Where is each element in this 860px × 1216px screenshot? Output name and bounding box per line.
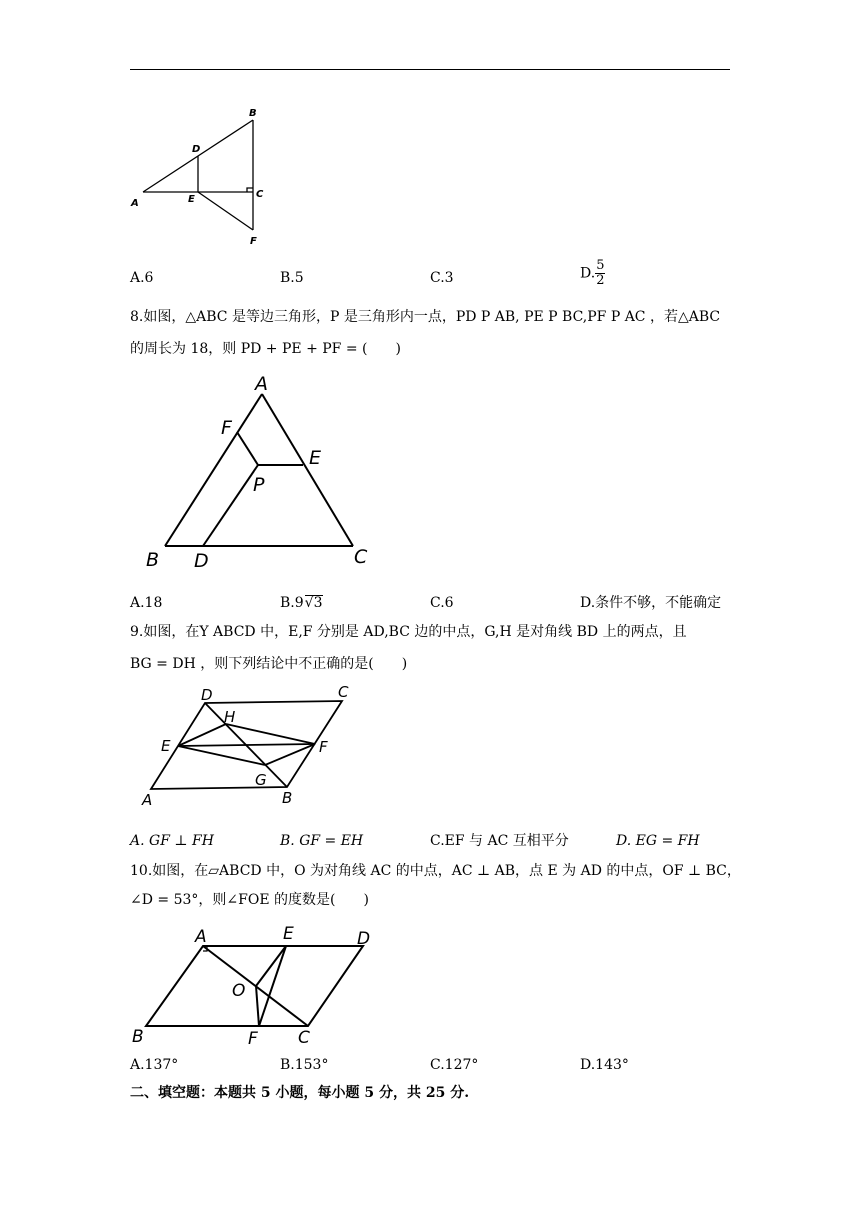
q10-label-o: O — [232, 981, 246, 1001]
q8-label-b: B — [146, 549, 160, 570]
q8-text-line2: 的周长为 18，则 PD + PE + PF = ( ) — [130, 341, 401, 357]
q9-option-c: C.EF 与 AC 互相平分 — [430, 833, 569, 849]
q10-option-d: D.143° — [580, 1057, 629, 1073]
q7-label-b: B — [249, 108, 257, 119]
q8-option-c: C.6 — [430, 595, 454, 611]
q7-label-d: D — [192, 144, 201, 155]
q10-label-d: D — [357, 929, 371, 949]
q8-label-f: F — [221, 417, 232, 439]
q7-option-a: A.6 — [130, 270, 154, 286]
q7-option-c: C.3 — [430, 270, 454, 286]
q10-text-line2: ∠D = 53°，则∠FOE 的度数是( ) — [130, 892, 369, 908]
q10-option-a: A.137° — [130, 1057, 179, 1073]
q10-label-f: F — [248, 1029, 258, 1049]
section2-heading: 二、填空题：本题共 5 小题，每小题 5 分，共 25 分. — [130, 1085, 470, 1101]
q8-text-line1: 8.如图，△ABC 是等边三角形，P 是三角形内一点，PD P AB, PE P BC,PF P AC ，若△ABC — [130, 309, 721, 325]
q7-label-a: A — [131, 198, 139, 209]
header-rule — [130, 69, 730, 70]
q9-label-h: H — [224, 708, 236, 726]
q8-label-d: D — [194, 550, 209, 570]
q7-figure — [128, 102, 273, 252]
q7-label-e: E — [188, 194, 195, 205]
q10-label-b: B — [132, 1027, 144, 1047]
q7-option-d-denominator: 2 — [596, 273, 605, 288]
q10-label-c: C — [298, 1028, 310, 1048]
q8-option-b-radicand: 3 — [313, 595, 323, 611]
q7-option-b: B.5 — [280, 270, 304, 286]
q9-option-b: B. GF = EH — [280, 833, 364, 849]
q10-text-line1: 10.如图，在▱ABCD 中，O 为对角线 AC 的中点，AC ⊥ AB，点 E 为 AD 的中点，OF ⊥ BC， — [130, 863, 741, 879]
q9-option-d: D. EG = FH — [616, 833, 700, 849]
q8-option-a: A.18 — [130, 595, 163, 611]
q8-option-b — [280, 593, 323, 613]
q10-label-e: E — [283, 924, 294, 944]
q9-label-c: C — [338, 683, 349, 701]
q7-option-d-prefix: D. — [580, 265, 596, 282]
q8-label-p: P — [253, 474, 265, 496]
q9-text-line2: BG = DH ，则下列结论中不正确的是( ) — [130, 656, 408, 672]
q9-figure — [135, 683, 365, 813]
q7-label-f: F — [250, 236, 257, 247]
q10-option-b: B.153° — [280, 1057, 329, 1073]
q9-label-e: E — [161, 737, 171, 755]
q9-option-a: A. GF ⊥ FH — [130, 833, 214, 849]
q8-label-c: C — [354, 546, 368, 568]
q9-label-f: F — [319, 738, 328, 756]
q7-option-d — [580, 259, 605, 288]
q8-label-e: E — [309, 447, 322, 469]
q9-text-line1: 9.如图，在Y ABCD 中，E,F 分别是 AD,BC 边的中点，G,H 是对角线 BD 上的两点，且 — [130, 624, 687, 640]
q8-figure — [140, 370, 380, 570]
q8-label-a: A — [255, 373, 268, 395]
q10-label-a: A — [195, 927, 207, 947]
q9-label-a: A — [142, 791, 153, 809]
q7-option-d-fraction — [595, 259, 605, 288]
q8-option-b-prefix: B.9 — [280, 595, 304, 611]
q8-option-b-radical: √3 — [304, 595, 323, 611]
q10-option-c: C.127° — [430, 1057, 479, 1073]
q9-label-g: G — [255, 771, 267, 789]
q10-figure — [128, 922, 383, 1052]
q7-label-c: C — [256, 189, 264, 200]
q9-label-b: B — [282, 789, 293, 807]
q9-label-d: D — [201, 686, 213, 704]
q8-option-d: D.条件不够，不能确定 — [580, 595, 722, 611]
q7-option-d-numerator: 5 — [596, 258, 605, 273]
